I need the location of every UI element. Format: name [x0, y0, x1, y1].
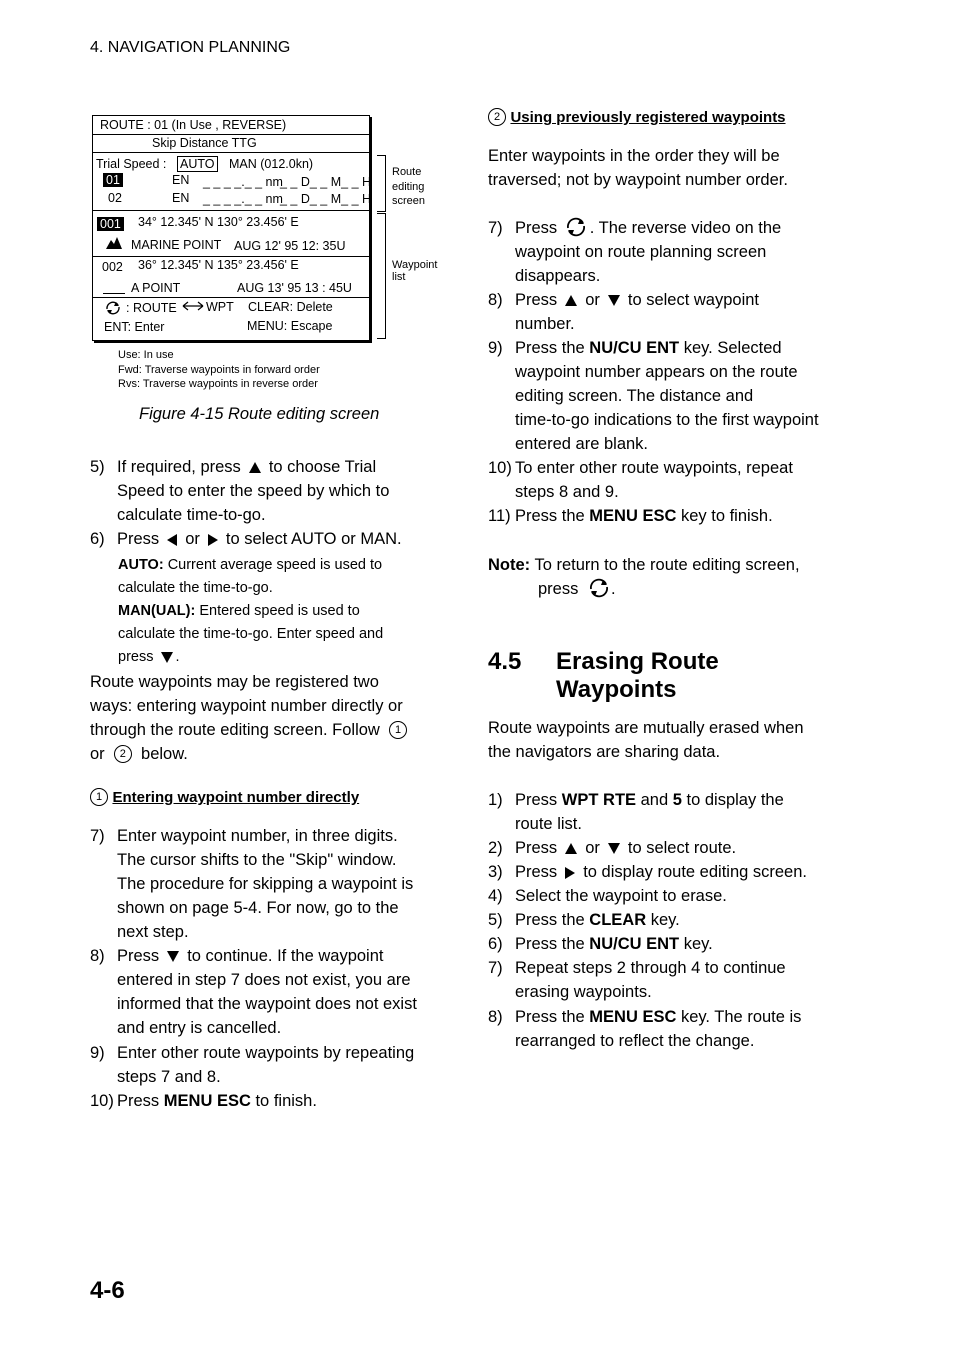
- step-text: shown on page 5-4. For now, go to the: [117, 899, 399, 917]
- waypoint-mark-icon: [105, 236, 123, 253]
- step-8-direct: [90, 944, 450, 1040]
- step-text: and: [640, 791, 669, 809]
- step-6: [90, 527, 450, 551]
- step-text: to choose Trial: [268, 458, 377, 476]
- para-text: Route waypoints may be registered two: [90, 673, 379, 691]
- step-text: entered in step 7 does not exist, you are: [117, 971, 411, 989]
- figure-caption: Figure 4-15 Route editing screen: [139, 405, 380, 423]
- step-number: 9): [488, 339, 503, 357]
- route-editing-label: Route editing screen: [392, 166, 426, 207]
- para-text: or: [90, 745, 105, 763]
- trial-man-option: MAN (012.0kn): [229, 157, 314, 171]
- step-text: key. The route is: [680, 1008, 802, 1026]
- key-name: MENU ESC: [589, 507, 677, 525]
- waypoint-position: 36° 12.345' N 135° 23.456' E: [138, 258, 299, 272]
- step-10-direct: [90, 1089, 450, 1113]
- para-text: through the route editing screen. Follow: [90, 721, 380, 739]
- subheading-text: Using previously registered waypoints: [510, 109, 786, 126]
- route-row-distance: _ _ _ _._ _ nm: [203, 175, 283, 189]
- erase-step-8: [488, 1005, 848, 1053]
- step-number: 10): [90, 1092, 114, 1110]
- note-text: press: [538, 580, 579, 598]
- down-arrow-icon: [608, 843, 620, 854]
- step-text: to select AUTO or MAN.: [225, 530, 402, 548]
- note-label: Note:: [488, 556, 531, 574]
- erase-step-7: [488, 956, 848, 1004]
- step-text: If required, press: [117, 458, 241, 476]
- waypoint-name: A POINT: [131, 281, 181, 295]
- key-name: MENU ESC: [163, 1092, 251, 1110]
- legend-use: Use: In use: [118, 349, 174, 361]
- step-7-direct: [90, 824, 450, 944]
- right-arrow-icon: [565, 867, 575, 879]
- step-text: steps 7 and 8.: [117, 1068, 221, 1086]
- waypoint-position: 34° 12.345' N 130° 23.456' E: [138, 215, 299, 229]
- note: Note: To return to the route editing screen, press .: [488, 556, 800, 598]
- step-text: rearranged to reflect the change.: [515, 1032, 755, 1050]
- note-text: To return to the route editing screen,: [534, 556, 800, 574]
- step-text: key.: [650, 911, 680, 929]
- step-text: entered are blank.: [515, 435, 649, 453]
- step-number: 3): [488, 863, 503, 881]
- step-text: or: [185, 530, 200, 548]
- route-row-en: EN: [172, 191, 190, 205]
- step-text: waypoint on route planning screen: [515, 243, 767, 261]
- auto-description: [118, 554, 448, 600]
- step-text: to select route.: [627, 839, 737, 857]
- divider: [93, 297, 369, 298]
- order-intro: [488, 144, 848, 192]
- erase-step-6: [488, 932, 848, 956]
- help-clear: CLEAR: Delete: [248, 300, 333, 314]
- step-text: Speed to enter the speed by which to: [117, 482, 390, 500]
- step-number: 2): [488, 839, 503, 857]
- step-9-registered: [488, 336, 848, 456]
- waypoint-list-bracket: [377, 213, 386, 339]
- step-number: 5): [90, 458, 105, 476]
- route-line: ROUTE : 01 (In Use , REVERSE): [100, 118, 287, 132]
- route-editing-bracket: [377, 155, 386, 212]
- step-text: calculate time-to-go.: [117, 506, 266, 524]
- step-text: Press: [515, 219, 558, 237]
- step-number: 8): [488, 1008, 503, 1026]
- section-number: 4.5: [488, 648, 522, 675]
- route-row-number: 02: [108, 191, 122, 205]
- step-text: To enter other route waypoints, repeat: [515, 459, 793, 477]
- man-text: calculate the time-to-go. Enter speed and: [118, 626, 384, 642]
- legend-fwd: Fwd: Traverse waypoints in forward order: [118, 364, 320, 376]
- route-row-en: EN: [172, 173, 190, 187]
- route-editing-screen-figure: [92, 115, 370, 341]
- legend-rvs: Rvs: Traverse waypoints in reverse order: [118, 378, 318, 390]
- step-number: 6): [488, 935, 503, 953]
- right-arrow-icon: [208, 534, 218, 546]
- para-text: traversed; not by waypoint number order.: [488, 171, 788, 189]
- divider: [93, 134, 369, 135]
- help-enter: ENT: Enter: [104, 320, 165, 334]
- step-text: to continue. If the waypoint: [187, 947, 384, 965]
- step-text: erasing waypoints.: [515, 983, 652, 1001]
- step-number: 7): [488, 959, 503, 977]
- rotate-key-icon: [104, 300, 122, 319]
- man-text: Entered speed is used to: [199, 603, 360, 619]
- subheading-2: [488, 108, 786, 127]
- step-text: Enter waypoint number, in three digits.: [117, 827, 398, 845]
- step-text: disappears.: [515, 267, 601, 285]
- step-text: key. Selected: [683, 339, 782, 357]
- step-number: 7): [90, 827, 105, 845]
- auto-text: Current average speed is used to: [167, 557, 383, 573]
- step-text: to select waypoint: [627, 291, 760, 309]
- double-arrow-icon: [182, 300, 204, 315]
- step-number: 8): [90, 947, 105, 965]
- key-name: MENU ESC: [589, 1008, 677, 1026]
- step-text: to display the: [686, 791, 784, 809]
- step-11-registered: [488, 504, 848, 528]
- para-text: Enter waypoints in the order they will be: [488, 147, 780, 165]
- key-name: 5: [672, 791, 682, 809]
- step-text: or: [585, 291, 600, 309]
- waypoint-mark-blank: [103, 281, 125, 294]
- erase-step-2: [488, 836, 848, 860]
- step-text: to finish.: [255, 1092, 317, 1110]
- step-text: Press the: [515, 911, 585, 929]
- para-text: below.: [141, 745, 188, 763]
- step-text: Press the: [515, 935, 585, 953]
- step-10-registered: [488, 456, 848, 504]
- page-number: 4-6: [90, 1277, 125, 1304]
- left-arrow-icon: [167, 534, 177, 546]
- para-text: the navigators are sharing data.: [488, 743, 721, 761]
- waypoint-number-selected: 001: [97, 217, 124, 231]
- para-text: ways: entering waypoint number directly or: [90, 697, 403, 715]
- section-title-line: Erasing Route: [556, 648, 719, 675]
- step-7-registered: [488, 216, 848, 288]
- man-term: MAN(UAL):: [118, 603, 196, 619]
- step-text: steps 8 and 9.: [515, 483, 619, 501]
- divider: [93, 256, 369, 257]
- trial-speed-label: Trial Speed :: [96, 157, 167, 171]
- step-text: . The reverse video on the: [589, 219, 782, 237]
- waypoint-date: AUG 13' 95 13 : 45U: [237, 281, 352, 295]
- waypoint-name: MARINE POINT: [131, 238, 222, 252]
- key-name: NU/CU ENT: [589, 935, 680, 953]
- step-text: Press: [117, 1092, 160, 1110]
- waypoint-number: 002: [102, 260, 123, 274]
- step-number: 10): [488, 459, 512, 477]
- man-description: MAN(UAL): Entered speed is used to calculate the time-to-go. Enter speed and press .: [118, 603, 384, 665]
- step-text: or: [585, 839, 600, 857]
- step-text: The cursor shifts to the "Skip" window.: [117, 851, 397, 869]
- step-5: [90, 455, 450, 527]
- step-text: key.: [683, 935, 713, 953]
- down-arrow-icon: [161, 652, 173, 663]
- help-menu: MENU: Escape: [247, 319, 333, 333]
- step-text: Press the: [515, 507, 585, 525]
- step-text: Press: [515, 791, 558, 809]
- step-text: next step.: [117, 923, 189, 941]
- step-text: Press: [515, 839, 558, 857]
- step-text: waypoint number appears on the route: [515, 363, 798, 381]
- step-number: 8): [488, 291, 503, 309]
- step-number: 9): [90, 1044, 105, 1062]
- step-text: Press: [515, 863, 558, 881]
- erase-step-3: [488, 860, 848, 884]
- erase-step-1: [488, 788, 848, 836]
- key-name: WPT RTE: [561, 791, 637, 809]
- rotate-key-icon: [587, 578, 611, 598]
- step-text: number.: [515, 315, 575, 333]
- running-header: 4. NAVIGATION PLANNING: [90, 39, 291, 56]
- route-row-ttg: _ _ D_ _ M_ _ H: [280, 175, 372, 189]
- step-number: 11): [488, 507, 511, 525]
- step-text: Press the: [515, 1008, 585, 1026]
- skip-line: Skip Distance TTG: [152, 136, 257, 150]
- erase-step-4: [488, 884, 848, 908]
- circled-two-icon: 2: [114, 745, 132, 763]
- para-text: Route waypoints are mutually erased when: [488, 719, 804, 737]
- route-row-ttg: _ _ D_ _ M_ _ H: [280, 192, 372, 206]
- section-title-line: Waypoints: [556, 676, 677, 703]
- circled-two-icon: 2: [488, 108, 506, 126]
- step-text: Enter other route waypoints by repeating: [117, 1044, 415, 1062]
- route-row-number: 01: [103, 173, 123, 187]
- step-number: 7): [488, 219, 503, 237]
- waypoint-date: AUG 12' 95 12: 35U: [234, 239, 346, 253]
- trial-auto-option: AUTO: [177, 156, 218, 172]
- key-name: CLEAR: [589, 911, 647, 929]
- section-title: [556, 648, 719, 704]
- up-arrow-icon: [565, 295, 577, 306]
- waypoint-list-label: Waypoint list: [392, 259, 438, 283]
- step-text: Press the: [515, 339, 585, 357]
- step-number: 4): [488, 887, 503, 905]
- step-text: editing screen. The distance and: [515, 387, 754, 405]
- step-number: 1): [488, 791, 503, 809]
- circled-one-icon: 1: [90, 788, 108, 806]
- registration-paragraph: [90, 670, 450, 766]
- step-text: Press: [117, 530, 160, 548]
- erase-intro: [488, 716, 848, 764]
- down-arrow-icon: [608, 295, 620, 306]
- step-text: to display route editing screen.: [583, 863, 807, 881]
- help-route: : ROUTE: [126, 301, 177, 315]
- step-text: and entry is cancelled.: [117, 1019, 282, 1037]
- step-text: Press: [117, 947, 160, 965]
- divider: [93, 152, 369, 153]
- up-arrow-icon: [249, 462, 261, 473]
- subheading-1: [90, 788, 359, 807]
- step-text: The procedure for skipping a waypoint is: [117, 875, 414, 893]
- auto-term: AUTO:: [118, 557, 164, 573]
- down-arrow-icon: [167, 951, 179, 962]
- circled-one-icon: 1: [389, 721, 407, 739]
- step-text: key to finish.: [680, 507, 773, 525]
- step-8-registered: [488, 288, 848, 336]
- rotate-key-icon: [564, 217, 588, 237]
- erase-step-5: [488, 908, 848, 932]
- key-name: NU/CU ENT: [589, 339, 680, 357]
- step-text: Select the waypoint to erase.: [515, 887, 727, 905]
- step-text: route list.: [515, 815, 582, 833]
- route-row-distance: _ _ _ _._ _ nm: [203, 192, 283, 206]
- step-number: 5): [488, 911, 503, 929]
- step-text: informed that the waypoint does not exist: [117, 995, 417, 1013]
- up-arrow-icon: [565, 843, 577, 854]
- subheading-text: Entering waypoint number directly: [112, 789, 360, 806]
- step-text: Repeat steps 2 through 4 to continue: [515, 959, 786, 977]
- man-text: press: [118, 649, 154, 665]
- step-number: 6): [90, 530, 105, 548]
- auto-text: calculate the time-to-go.: [118, 580, 273, 596]
- step-9-direct: [90, 1041, 450, 1089]
- divider: [93, 210, 369, 211]
- step-text: time-to-go indications to the first waypoint: [515, 411, 819, 429]
- help-wpt: WPT: [206, 300, 234, 314]
- step-text: Press: [515, 291, 558, 309]
